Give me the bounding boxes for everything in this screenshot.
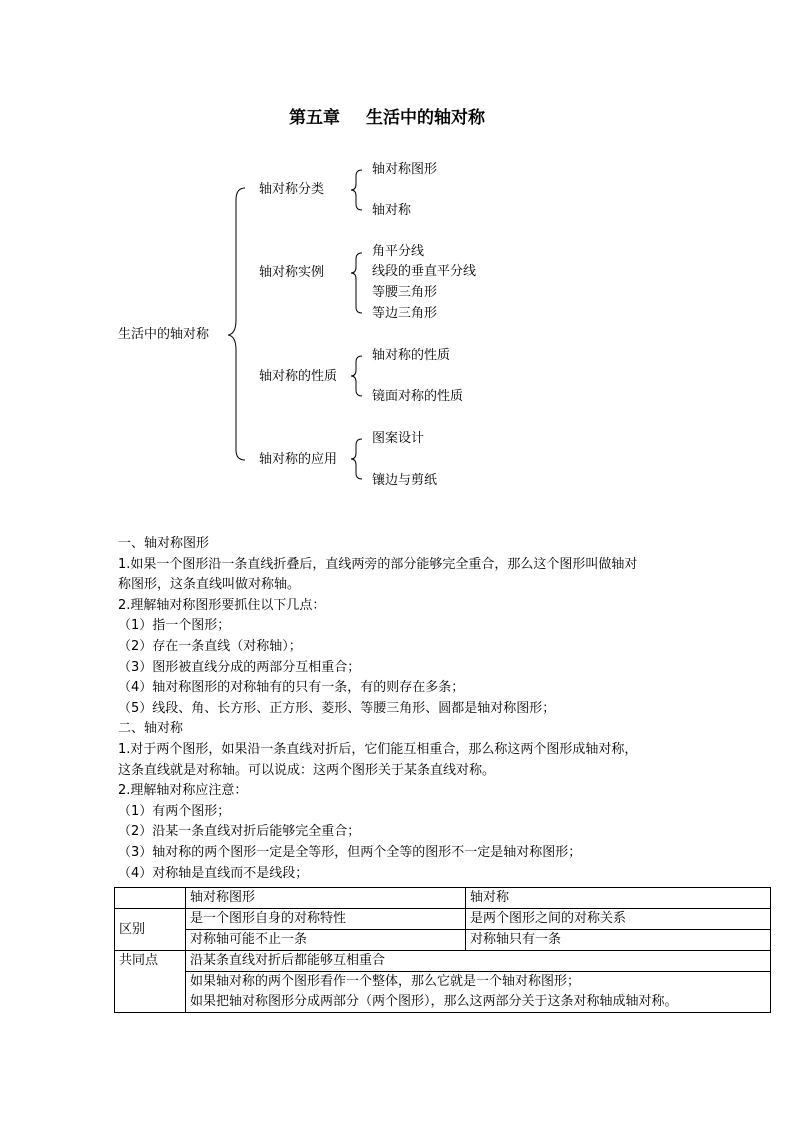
text-line: （1）指一个图形； xyxy=(118,618,231,634)
diff-label: 区别 xyxy=(115,909,186,951)
table-header-cell: 轴对称图形 xyxy=(186,888,466,909)
text-line: （2）存在一条直线（对称轴）； xyxy=(118,638,302,654)
text-line: （4）轴对称图形的对称轴有的只有一条，有的则存在多条； xyxy=(118,680,465,696)
outline-root: 生活中的轴对称 xyxy=(118,327,210,342)
outline-item: 线段的垂直平分线 xyxy=(372,264,477,279)
section-heading: 二、轴对称 xyxy=(118,721,184,737)
table-cell xyxy=(115,992,186,1013)
comparison-table xyxy=(114,887,771,1013)
table-row xyxy=(115,992,771,1013)
table-cell: 对称轴只有一条 xyxy=(466,930,771,951)
outline-branch-4: 轴对称的应用 xyxy=(259,452,338,467)
table-row xyxy=(115,930,771,951)
outline-branch-1: 轴对称分类 xyxy=(259,182,325,197)
chapter-number: 第五章 xyxy=(289,108,340,128)
brace-4 xyxy=(351,439,362,479)
root-brace xyxy=(228,188,245,460)
text-line: 2.理解轴对称应注意： xyxy=(118,783,248,799)
text-line: 2.理解轴对称图形要抓住以下几点： xyxy=(118,597,326,613)
brace-2 xyxy=(351,253,362,313)
text-line: （5）线段、角、长方形、正方形、菱形、等腰三角形、圆都是轴对称图形； xyxy=(118,700,556,716)
outline-item: 等腰三角形 xyxy=(372,285,438,300)
table-row xyxy=(115,972,771,993)
table-header-cell: 轴对称 xyxy=(466,888,771,909)
chapter-name: 生活中的轴对称 xyxy=(366,108,485,128)
table-row xyxy=(115,951,771,972)
section-heading: 一、轴对称图形 xyxy=(118,536,210,551)
text-line: （4）对称轴是直线而不是线段； xyxy=(118,865,309,881)
outline-branch-2: 轴对称实例 xyxy=(259,265,325,280)
text-line: （3）轴对称的两个图形一定是全等形，但两个全等的图形不一定是轴对称图形； xyxy=(118,844,582,860)
text-line: 1.如果一个图形沿一条直线折叠后，直线两旁的部分能够完全重合，那么这个图形叫做轴对 xyxy=(118,556,638,572)
outline-item: 轴对称 xyxy=(372,203,412,218)
table-cell: 沿某条直线对折后都能够互相重合 xyxy=(186,951,771,972)
outline-item: 等边三角形 xyxy=(372,306,438,321)
brace-1 xyxy=(351,170,362,210)
outline-branch-3: 轴对称的性质 xyxy=(259,369,338,384)
table-cell xyxy=(115,972,186,993)
table-cell: 是两个图形之间的对称关系 xyxy=(466,909,771,930)
outline-item: 图案设计 xyxy=(372,431,425,446)
outline-item: 镜面对称的性质 xyxy=(372,389,464,404)
text-line: （1）有两个图形； xyxy=(118,803,231,819)
text-line: （2）沿某一条直线对折后能够完全重合； xyxy=(118,824,361,840)
table-cell: 对称轴可能不止一条 xyxy=(186,930,466,951)
table-cell xyxy=(115,888,186,909)
table-cell: 是一个图形自身的对称特性 xyxy=(186,909,466,930)
text-line: 这条直线就是对称轴。可以说成：这两个图形关于某条直线对称。 xyxy=(118,762,496,778)
text-line: 1.对于两个图形，如果沿一条直线对折后，它们能互相重合，那么称这两个图形成轴对称， xyxy=(118,741,638,757)
table-cell: 如果轴对称的两个图形看作一个整体，那么它就是一个轴对称图形； xyxy=(186,972,771,993)
table-row xyxy=(115,909,771,930)
outline-item: 角平分线 xyxy=(372,244,425,259)
brace-3 xyxy=(351,356,362,396)
body-text xyxy=(118,534,637,884)
text-line: 称图形，这条直线叫做对称轴。 xyxy=(118,577,301,593)
table-header-row xyxy=(115,888,771,909)
common-label: 共同点 xyxy=(115,951,186,972)
outline-item: 镶边与剪纸 xyxy=(372,473,438,488)
outline-item: 轴对称图形 xyxy=(372,162,438,177)
outline-item: 轴对称的性质 xyxy=(372,348,451,363)
text-line: （3）图形被直线分成的两部分互相重合； xyxy=(118,659,361,675)
table-cell: 如果把轴对称图形分成两部分（两个图形），那么这两部分关于这条对称轴成轴对称。 xyxy=(186,992,771,1013)
